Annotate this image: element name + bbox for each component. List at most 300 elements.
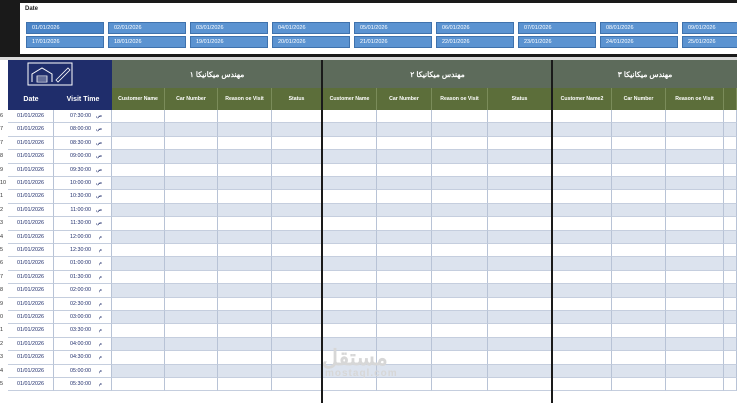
visit-time-cell[interactable] bbox=[54, 150, 112, 163]
empty-cell[interactable] bbox=[112, 365, 165, 378]
empty-cell[interactable] bbox=[377, 137, 432, 150]
empty-cell[interactable] bbox=[112, 204, 165, 217]
empty-cell[interactable] bbox=[432, 338, 488, 351]
empty-cell[interactable] bbox=[112, 351, 165, 364]
empty-cell[interactable] bbox=[553, 244, 612, 257]
visit-time-cell[interactable] bbox=[54, 204, 112, 217]
empty-cell[interactable] bbox=[218, 365, 272, 378]
empty-cell[interactable] bbox=[165, 150, 218, 163]
empty-cell[interactable] bbox=[488, 217, 552, 230]
empty-cell[interactable] bbox=[112, 338, 165, 351]
empty-cell[interactable] bbox=[218, 177, 272, 190]
empty-cell[interactable] bbox=[218, 190, 272, 203]
visit-time-cell[interactable] bbox=[54, 284, 112, 297]
visit-time-cell[interactable] bbox=[54, 164, 112, 177]
empty-cell[interactable] bbox=[112, 164, 165, 177]
empty-cell[interactable] bbox=[553, 110, 612, 123]
empty-cell[interactable] bbox=[432, 190, 488, 203]
empty-cell[interactable] bbox=[272, 271, 322, 284]
empty-cell[interactable] bbox=[272, 204, 322, 217]
empty-cell[interactable] bbox=[323, 110, 377, 123]
empty-cell[interactable] bbox=[165, 164, 218, 177]
empty-cell[interactable] bbox=[612, 324, 666, 337]
slicer-date-button[interactable]: 09/01/2026 bbox=[682, 22, 737, 34]
visit-time-cell[interactable] bbox=[54, 257, 112, 270]
empty-cell[interactable] bbox=[612, 365, 666, 378]
empty-cell[interactable] bbox=[218, 150, 272, 163]
empty-cell[interactable] bbox=[323, 150, 377, 163]
date-cell[interactable]: 01/01/2026 bbox=[8, 217, 54, 230]
empty-cell[interactable] bbox=[724, 190, 737, 203]
empty-cell[interactable] bbox=[724, 298, 737, 311]
empty-cell[interactable] bbox=[272, 378, 322, 391]
empty-cell[interactable] bbox=[112, 137, 165, 150]
empty-cell[interactable] bbox=[323, 217, 377, 230]
empty-cell[interactable] bbox=[112, 284, 165, 297]
empty-cell[interactable] bbox=[432, 123, 488, 136]
empty-cell[interactable] bbox=[724, 284, 737, 297]
empty-cell[interactable] bbox=[323, 123, 377, 136]
empty-cell[interactable] bbox=[165, 177, 218, 190]
date-cell[interactable]: 01/01/2026 bbox=[8, 351, 54, 364]
empty-cell[interactable] bbox=[488, 231, 552, 244]
empty-cell[interactable] bbox=[218, 217, 272, 230]
empty-cell[interactable] bbox=[218, 324, 272, 337]
empty-cell[interactable] bbox=[377, 204, 432, 217]
empty-cell[interactable] bbox=[488, 351, 552, 364]
empty-cell[interactable] bbox=[666, 137, 724, 150]
column-header[interactable]: Status bbox=[272, 88, 322, 110]
empty-cell[interactable] bbox=[377, 110, 432, 123]
empty-cell[interactable] bbox=[165, 231, 218, 244]
empty-cell[interactable] bbox=[612, 190, 666, 203]
empty-cell[interactable] bbox=[432, 137, 488, 150]
empty-cell[interactable] bbox=[112, 244, 165, 257]
visit-time-cell[interactable] bbox=[54, 324, 112, 337]
empty-cell[interactable] bbox=[553, 338, 612, 351]
empty-cell[interactable] bbox=[553, 231, 612, 244]
empty-cell[interactable] bbox=[377, 271, 432, 284]
empty-cell[interactable] bbox=[724, 351, 737, 364]
slicer-date-button[interactable]: 08/01/2026 bbox=[600, 22, 678, 34]
empty-cell[interactable] bbox=[666, 204, 724, 217]
empty-cell[interactable] bbox=[272, 137, 322, 150]
empty-cell[interactable] bbox=[377, 177, 432, 190]
empty-cell[interactable] bbox=[218, 284, 272, 297]
empty-cell[interactable] bbox=[553, 378, 612, 391]
empty-cell[interactable] bbox=[165, 204, 218, 217]
empty-cell[interactable] bbox=[377, 311, 432, 324]
empty-cell[interactable] bbox=[666, 123, 724, 136]
empty-cell[interactable] bbox=[432, 311, 488, 324]
slicer-date-button[interactable]: 04/01/2026 bbox=[272, 22, 350, 34]
date-cell[interactable]: 01/01/2026 bbox=[8, 271, 54, 284]
empty-cell[interactable] bbox=[323, 257, 377, 270]
empty-cell[interactable] bbox=[553, 298, 612, 311]
empty-cell[interactable] bbox=[272, 123, 322, 136]
empty-cell[interactable] bbox=[272, 284, 322, 297]
visit-time-cell[interactable] bbox=[54, 311, 112, 324]
empty-cell[interactable] bbox=[553, 137, 612, 150]
empty-cell[interactable] bbox=[112, 271, 165, 284]
empty-cell[interactable] bbox=[553, 177, 612, 190]
column-header[interactable]: Status bbox=[488, 88, 552, 110]
empty-cell[interactable] bbox=[218, 204, 272, 217]
date-cell[interactable]: 01/01/2026 bbox=[8, 204, 54, 217]
empty-cell[interactable] bbox=[612, 257, 666, 270]
empty-cell[interactable] bbox=[112, 177, 165, 190]
empty-cell[interactable] bbox=[323, 311, 377, 324]
empty-cell[interactable] bbox=[377, 190, 432, 203]
empty-cell[interactable] bbox=[323, 231, 377, 244]
empty-cell[interactable] bbox=[272, 365, 322, 378]
empty-cell[interactable] bbox=[323, 137, 377, 150]
empty-cell[interactable] bbox=[612, 298, 666, 311]
empty-cell[interactable] bbox=[612, 244, 666, 257]
column-header[interactable]: Customer Name bbox=[112, 88, 165, 110]
visit-time-cell[interactable] bbox=[54, 137, 112, 150]
empty-cell[interactable] bbox=[218, 311, 272, 324]
empty-cell[interactable] bbox=[553, 257, 612, 270]
empty-cell[interactable] bbox=[666, 271, 724, 284]
empty-cell[interactable] bbox=[272, 190, 322, 203]
empty-cell[interactable] bbox=[724, 244, 737, 257]
date-cell[interactable]: 01/01/2026 bbox=[8, 110, 54, 123]
empty-cell[interactable] bbox=[432, 244, 488, 257]
empty-cell[interactable] bbox=[432, 284, 488, 297]
empty-cell[interactable] bbox=[377, 378, 432, 391]
empty-cell[interactable] bbox=[666, 244, 724, 257]
empty-cell[interactable] bbox=[488, 324, 552, 337]
empty-cell[interactable] bbox=[666, 284, 724, 297]
empty-cell[interactable] bbox=[165, 284, 218, 297]
empty-cell[interactable] bbox=[553, 324, 612, 337]
empty-cell[interactable] bbox=[165, 257, 218, 270]
empty-cell[interactable] bbox=[218, 271, 272, 284]
empty-cell[interactable] bbox=[553, 204, 612, 217]
column-header[interactable]: Reason oe Visit bbox=[218, 88, 272, 110]
empty-cell[interactable] bbox=[377, 257, 432, 270]
column-header[interactable]: Customer Name2 bbox=[553, 88, 612, 110]
empty-cell[interactable] bbox=[165, 123, 218, 136]
empty-cell[interactable] bbox=[272, 231, 322, 244]
empty-cell[interactable] bbox=[377, 231, 432, 244]
empty-cell[interactable] bbox=[488, 177, 552, 190]
empty-cell[interactable] bbox=[272, 324, 322, 337]
empty-cell[interactable] bbox=[165, 324, 218, 337]
column-header[interactable]: Reason oe Visit bbox=[666, 88, 724, 110]
empty-cell[interactable] bbox=[724, 217, 737, 230]
empty-cell[interactable] bbox=[553, 365, 612, 378]
empty-cell[interactable] bbox=[724, 324, 737, 337]
empty-cell[interactable] bbox=[666, 311, 724, 324]
empty-cell[interactable] bbox=[323, 177, 377, 190]
date-cell[interactable]: 01/01/2026 bbox=[8, 311, 54, 324]
empty-cell[interactable] bbox=[724, 365, 737, 378]
visit-time-cell[interactable] bbox=[54, 338, 112, 351]
visit-time-cell[interactable] bbox=[54, 110, 112, 123]
empty-cell[interactable] bbox=[612, 231, 666, 244]
empty-cell[interactable] bbox=[432, 351, 488, 364]
date-cell[interactable]: 01/01/2026 bbox=[8, 123, 54, 136]
slicer-date-button[interactable]: 23/01/2026 bbox=[518, 36, 596, 48]
column-header[interactable]: Reason oe Visit bbox=[432, 88, 488, 110]
empty-cell[interactable] bbox=[218, 123, 272, 136]
empty-cell[interactable] bbox=[377, 217, 432, 230]
empty-cell[interactable] bbox=[488, 365, 552, 378]
empty-cell[interactable] bbox=[553, 190, 612, 203]
empty-cell[interactable] bbox=[165, 244, 218, 257]
empty-cell[interactable] bbox=[432, 150, 488, 163]
empty-cell[interactable] bbox=[218, 231, 272, 244]
empty-cell[interactable] bbox=[724, 150, 737, 163]
empty-cell[interactable] bbox=[323, 271, 377, 284]
empty-cell[interactable] bbox=[112, 123, 165, 136]
empty-cell[interactable] bbox=[666, 257, 724, 270]
empty-cell[interactable] bbox=[112, 378, 165, 391]
empty-cell[interactable] bbox=[165, 311, 218, 324]
empty-cell[interactable] bbox=[218, 378, 272, 391]
empty-cell[interactable] bbox=[165, 217, 218, 230]
empty-cell[interactable] bbox=[432, 110, 488, 123]
column-header[interactable]: Car Number bbox=[612, 88, 666, 110]
empty-cell[interactable] bbox=[666, 231, 724, 244]
empty-cell[interactable] bbox=[666, 338, 724, 351]
date-cell[interactable]: 01/01/2026 bbox=[8, 378, 54, 391]
empty-cell[interactable] bbox=[432, 204, 488, 217]
date-cell[interactable]: 01/01/2026 bbox=[8, 177, 54, 190]
empty-cell[interactable] bbox=[488, 338, 552, 351]
visit-time-cell[interactable] bbox=[54, 351, 112, 364]
empty-cell[interactable] bbox=[553, 164, 612, 177]
empty-cell[interactable] bbox=[218, 110, 272, 123]
empty-cell[interactable] bbox=[323, 190, 377, 203]
date-cell[interactable]: 01/01/2026 bbox=[8, 244, 54, 257]
empty-cell[interactable] bbox=[488, 311, 552, 324]
empty-cell[interactable] bbox=[724, 311, 737, 324]
date-column-header[interactable]: Date bbox=[8, 88, 54, 110]
engineer-3-header[interactable]: مهندس ميكانيكا ٣ bbox=[553, 60, 737, 88]
empty-cell[interactable] bbox=[724, 231, 737, 244]
empty-cell[interactable] bbox=[724, 164, 737, 177]
empty-cell[interactable] bbox=[432, 298, 488, 311]
empty-cell[interactable] bbox=[272, 351, 322, 364]
empty-cell[interactable] bbox=[666, 190, 724, 203]
visit-time-cell[interactable] bbox=[54, 177, 112, 190]
empty-cell[interactable] bbox=[553, 217, 612, 230]
empty-cell[interactable] bbox=[666, 217, 724, 230]
empty-cell[interactable] bbox=[218, 257, 272, 270]
empty-cell[interactable] bbox=[612, 378, 666, 391]
empty-cell[interactable] bbox=[488, 137, 552, 150]
empty-cell[interactable] bbox=[218, 244, 272, 257]
empty-cell[interactable] bbox=[432, 164, 488, 177]
visit-time-column-header[interactable]: Visit Time bbox=[54, 88, 112, 110]
empty-cell[interactable] bbox=[666, 110, 724, 123]
empty-cell[interactable] bbox=[377, 150, 432, 163]
empty-cell[interactable] bbox=[488, 150, 552, 163]
empty-cell[interactable] bbox=[612, 177, 666, 190]
empty-cell[interactable] bbox=[724, 257, 737, 270]
column-header-empty[interactable] bbox=[724, 88, 737, 110]
empty-cell[interactable] bbox=[666, 365, 724, 378]
empty-cell[interactable] bbox=[218, 137, 272, 150]
empty-cell[interactable] bbox=[272, 217, 322, 230]
date-cell[interactable]: 01/01/2026 bbox=[8, 324, 54, 337]
slicer-date-button[interactable]: 22/01/2026 bbox=[436, 36, 514, 48]
empty-cell[interactable] bbox=[165, 365, 218, 378]
empty-cell[interactable] bbox=[612, 164, 666, 177]
engineer-1-header[interactable]: مهندس ميكانيكا ١ bbox=[112, 60, 322, 88]
visit-time-cell[interactable] bbox=[54, 298, 112, 311]
slicer-date-button[interactable]: 21/01/2026 bbox=[354, 36, 432, 48]
empty-cell[interactable] bbox=[165, 298, 218, 311]
empty-cell[interactable] bbox=[612, 311, 666, 324]
date-cell[interactable]: 01/01/2026 bbox=[8, 164, 54, 177]
engineer-2-header[interactable]: مهندس ميكانيكا ٢ bbox=[323, 60, 552, 88]
empty-cell[interactable] bbox=[488, 190, 552, 203]
empty-cell[interactable] bbox=[488, 123, 552, 136]
empty-cell[interactable] bbox=[488, 378, 552, 391]
empty-cell[interactable] bbox=[612, 150, 666, 163]
date-cell[interactable]: 01/01/2026 bbox=[8, 190, 54, 203]
visit-time-cell[interactable] bbox=[54, 271, 112, 284]
empty-cell[interactable] bbox=[165, 110, 218, 123]
slicer-date-button[interactable]: 03/01/2026 bbox=[190, 22, 268, 34]
empty-cell[interactable] bbox=[377, 298, 432, 311]
visit-time-cell[interactable] bbox=[54, 217, 112, 230]
date-cell[interactable]: 01/01/2026 bbox=[8, 231, 54, 244]
date-cell[interactable]: 01/01/2026 bbox=[8, 150, 54, 163]
column-header[interactable]: Car Number bbox=[165, 88, 218, 110]
empty-cell[interactable] bbox=[612, 217, 666, 230]
slicer-date-button[interactable]: 25/01/2026 bbox=[682, 36, 737, 48]
empty-cell[interactable] bbox=[724, 271, 737, 284]
empty-cell[interactable] bbox=[377, 244, 432, 257]
empty-cell[interactable] bbox=[377, 324, 432, 337]
empty-cell[interactable] bbox=[165, 351, 218, 364]
empty-cell[interactable] bbox=[553, 284, 612, 297]
empty-cell[interactable] bbox=[112, 190, 165, 203]
empty-cell[interactable] bbox=[432, 231, 488, 244]
empty-cell[interactable] bbox=[724, 123, 737, 136]
empty-cell[interactable] bbox=[553, 150, 612, 163]
empty-cell[interactable] bbox=[112, 217, 165, 230]
empty-cell[interactable] bbox=[488, 298, 552, 311]
empty-cell[interactable] bbox=[272, 150, 322, 163]
empty-cell[interactable] bbox=[488, 164, 552, 177]
empty-cell[interactable] bbox=[724, 378, 737, 391]
empty-cell[interactable] bbox=[488, 271, 552, 284]
empty-cell[interactable] bbox=[553, 123, 612, 136]
empty-cell[interactable] bbox=[112, 150, 165, 163]
empty-cell[interactable] bbox=[112, 231, 165, 244]
empty-cell[interactable] bbox=[488, 244, 552, 257]
empty-cell[interactable] bbox=[218, 164, 272, 177]
empty-cell[interactable] bbox=[666, 298, 724, 311]
empty-cell[interactable] bbox=[666, 150, 724, 163]
empty-cell[interactable] bbox=[323, 284, 377, 297]
empty-cell[interactable] bbox=[488, 257, 552, 270]
empty-cell[interactable] bbox=[724, 338, 737, 351]
empty-cell[interactable] bbox=[112, 324, 165, 337]
date-cell[interactable]: 01/01/2026 bbox=[8, 298, 54, 311]
empty-cell[interactable] bbox=[488, 284, 552, 297]
empty-cell[interactable] bbox=[112, 257, 165, 270]
empty-cell[interactable] bbox=[612, 204, 666, 217]
empty-cell[interactable] bbox=[724, 204, 737, 217]
empty-cell[interactable] bbox=[272, 257, 322, 270]
slicer-date-button[interactable]: 06/01/2026 bbox=[436, 22, 514, 34]
empty-cell[interactable] bbox=[165, 338, 218, 351]
empty-cell[interactable] bbox=[165, 190, 218, 203]
empty-cell[interactable] bbox=[112, 311, 165, 324]
empty-cell[interactable] bbox=[377, 123, 432, 136]
empty-cell[interactable] bbox=[272, 298, 322, 311]
slicer-date-button[interactable]: 19/01/2026 bbox=[190, 36, 268, 48]
empty-cell[interactable] bbox=[724, 137, 737, 150]
slicer-date-button[interactable]: 20/01/2026 bbox=[272, 36, 350, 48]
empty-cell[interactable] bbox=[612, 123, 666, 136]
empty-cell[interactable] bbox=[432, 365, 488, 378]
empty-cell[interactable] bbox=[218, 351, 272, 364]
visit-time-cell[interactable] bbox=[54, 123, 112, 136]
empty-cell[interactable] bbox=[666, 351, 724, 364]
empty-cell[interactable] bbox=[323, 298, 377, 311]
slicer-date-button[interactable]: 02/01/2026 bbox=[108, 22, 186, 34]
empty-cell[interactable] bbox=[165, 378, 218, 391]
empty-cell[interactable] bbox=[112, 298, 165, 311]
empty-cell[interactable] bbox=[323, 164, 377, 177]
empty-cell[interactable] bbox=[666, 177, 724, 190]
empty-cell[interactable] bbox=[724, 110, 737, 123]
empty-cell[interactable] bbox=[272, 338, 322, 351]
empty-cell[interactable] bbox=[323, 204, 377, 217]
empty-cell[interactable] bbox=[377, 164, 432, 177]
empty-cell[interactable] bbox=[432, 378, 488, 391]
slicer-date-button[interactable]: 05/01/2026 bbox=[354, 22, 432, 34]
empty-cell[interactable] bbox=[432, 217, 488, 230]
empty-cell[interactable] bbox=[724, 177, 737, 190]
column-header[interactable]: Customer Name bbox=[323, 88, 377, 110]
empty-cell[interactable] bbox=[323, 324, 377, 337]
empty-cell[interactable] bbox=[432, 324, 488, 337]
empty-cell[interactable] bbox=[165, 137, 218, 150]
empty-cell[interactable] bbox=[553, 271, 612, 284]
empty-cell[interactable] bbox=[612, 137, 666, 150]
empty-cell[interactable] bbox=[377, 284, 432, 297]
date-cell[interactable]: 01/01/2026 bbox=[8, 257, 54, 270]
empty-cell[interactable] bbox=[666, 378, 724, 391]
empty-cell[interactable] bbox=[272, 110, 322, 123]
slicer-date-button[interactable]: 17/01/2026 bbox=[26, 36, 104, 48]
empty-cell[interactable] bbox=[165, 271, 218, 284]
visit-time-cell[interactable] bbox=[54, 365, 112, 378]
empty-cell[interactable] bbox=[323, 378, 377, 391]
slicer-date-button[interactable]: 07/01/2026 bbox=[518, 22, 596, 34]
empty-cell[interactable] bbox=[432, 177, 488, 190]
slicer-date-button[interactable]: 01/01/2026 bbox=[26, 22, 104, 34]
empty-cell[interactable] bbox=[612, 110, 666, 123]
empty-cell[interactable] bbox=[553, 311, 612, 324]
empty-cell[interactable] bbox=[272, 164, 322, 177]
empty-cell[interactable] bbox=[612, 338, 666, 351]
empty-cell[interactable] bbox=[612, 271, 666, 284]
empty-cell[interactable] bbox=[666, 164, 724, 177]
empty-cell[interactable] bbox=[488, 204, 552, 217]
visit-time-cell[interactable] bbox=[54, 244, 112, 257]
empty-cell[interactable] bbox=[272, 311, 322, 324]
